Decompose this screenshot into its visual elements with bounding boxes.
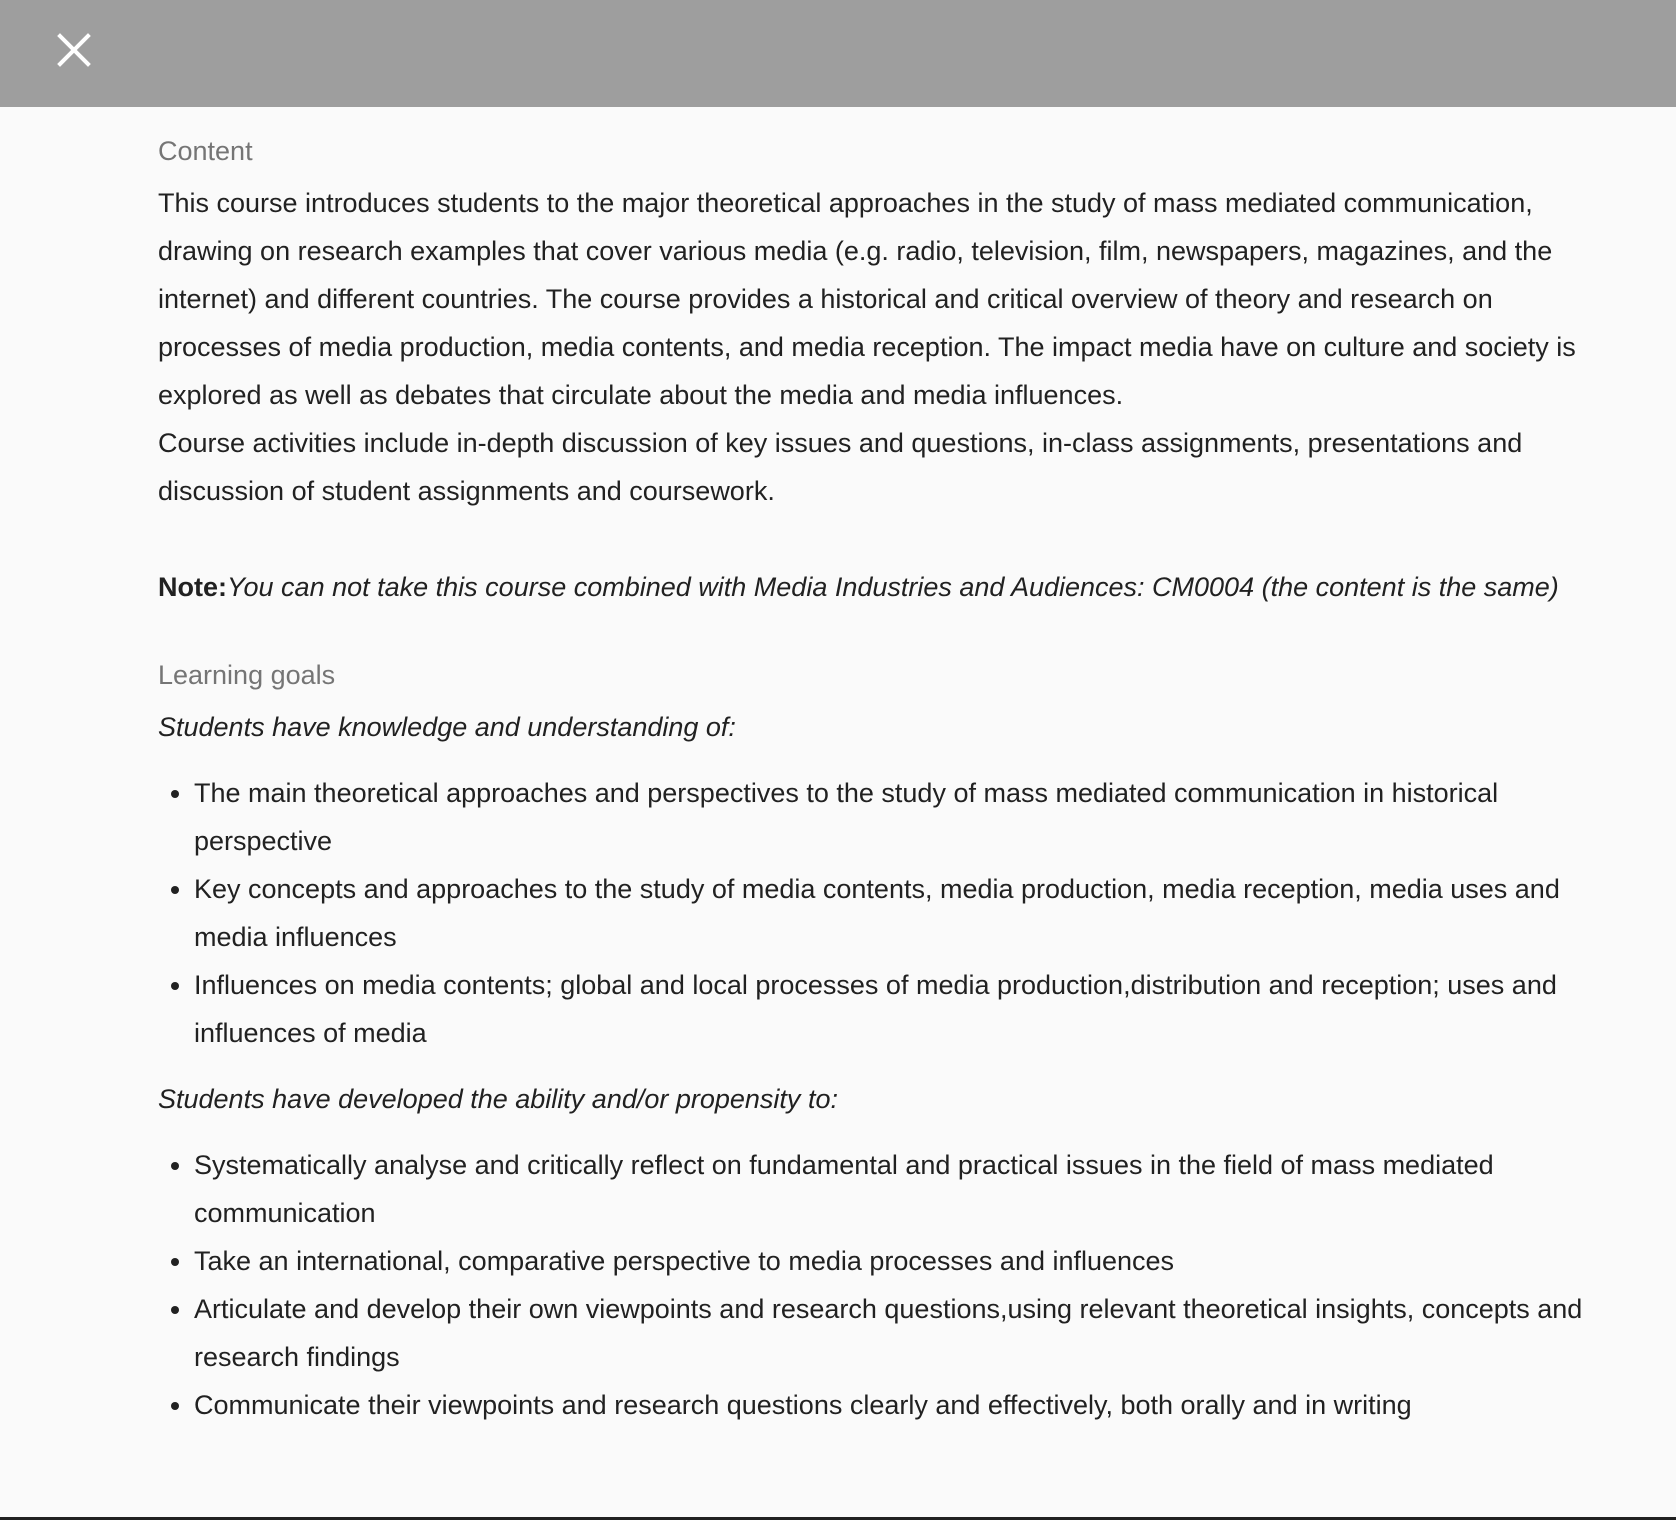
course-detail-content	[158, 107, 1618, 1429]
close-button[interactable]	[50, 26, 98, 74]
ability-intro: Students have developed the ability and/or propensity to:	[158, 1084, 838, 1114]
list-item: Communicate their viewpoints and research questions clearly and effectively, both orally and in writing	[158, 1381, 1618, 1429]
list-item: Key concepts and approaches to the study of media contents, media production, media reception, media uses and media influences	[158, 865, 1618, 961]
close-icon	[50, 26, 98, 74]
dialog-header-bar	[0, 0, 1676, 107]
note-text: You can not take this course combined with Media Industries and Audiences: CM0004 (the content is the same)	[227, 572, 1559, 602]
list-item: The main theoretical approaches and perspectives to the study of mass mediated communication in historical perspective	[158, 769, 1618, 865]
content-paragraph: Course activities include in-depth discussion of key issues and questions, in-class assignments, presentations and discussion of student assignments and coursework.	[158, 428, 1523, 506]
knowledge-intro: Students have knowledge and understanding of:	[158, 712, 736, 742]
list-item: Influences on media contents; global and local processes of media production,distribution and reception; uses and influences of media	[158, 961, 1618, 1057]
note-label: Note:	[158, 572, 227, 602]
ability-list	[158, 1141, 1618, 1429]
list-item: Systematically analyse and critically reflect on fundamental and practical issues in the field of mass mediated communication	[158, 1141, 1618, 1237]
course-note	[158, 563, 1618, 611]
list-item: Articulate and develop their own viewpoints and research questions,using relevant theoretical insights, concepts and research findings	[158, 1285, 1618, 1381]
content-paragraph: This course introduces students to the major theoretical approaches in the study of mass mediated communication, drawing on research examples that cover various media (e.g. radio, television, film, newspapers, magazines, and the internet) and different countries. The course provides a historical and critical overview of theory and research on processes of media production, media contents, and media reception. The impact media have on culture and society is explored as well as debates that circulate about the media and media influences.	[158, 188, 1576, 410]
content-section-label: Content	[158, 136, 253, 166]
knowledge-list	[158, 769, 1618, 1057]
list-item: Take an international, comparative perspective to media processes and influences	[158, 1237, 1618, 1285]
learning-goals-section-label: Learning goals	[158, 660, 336, 690]
